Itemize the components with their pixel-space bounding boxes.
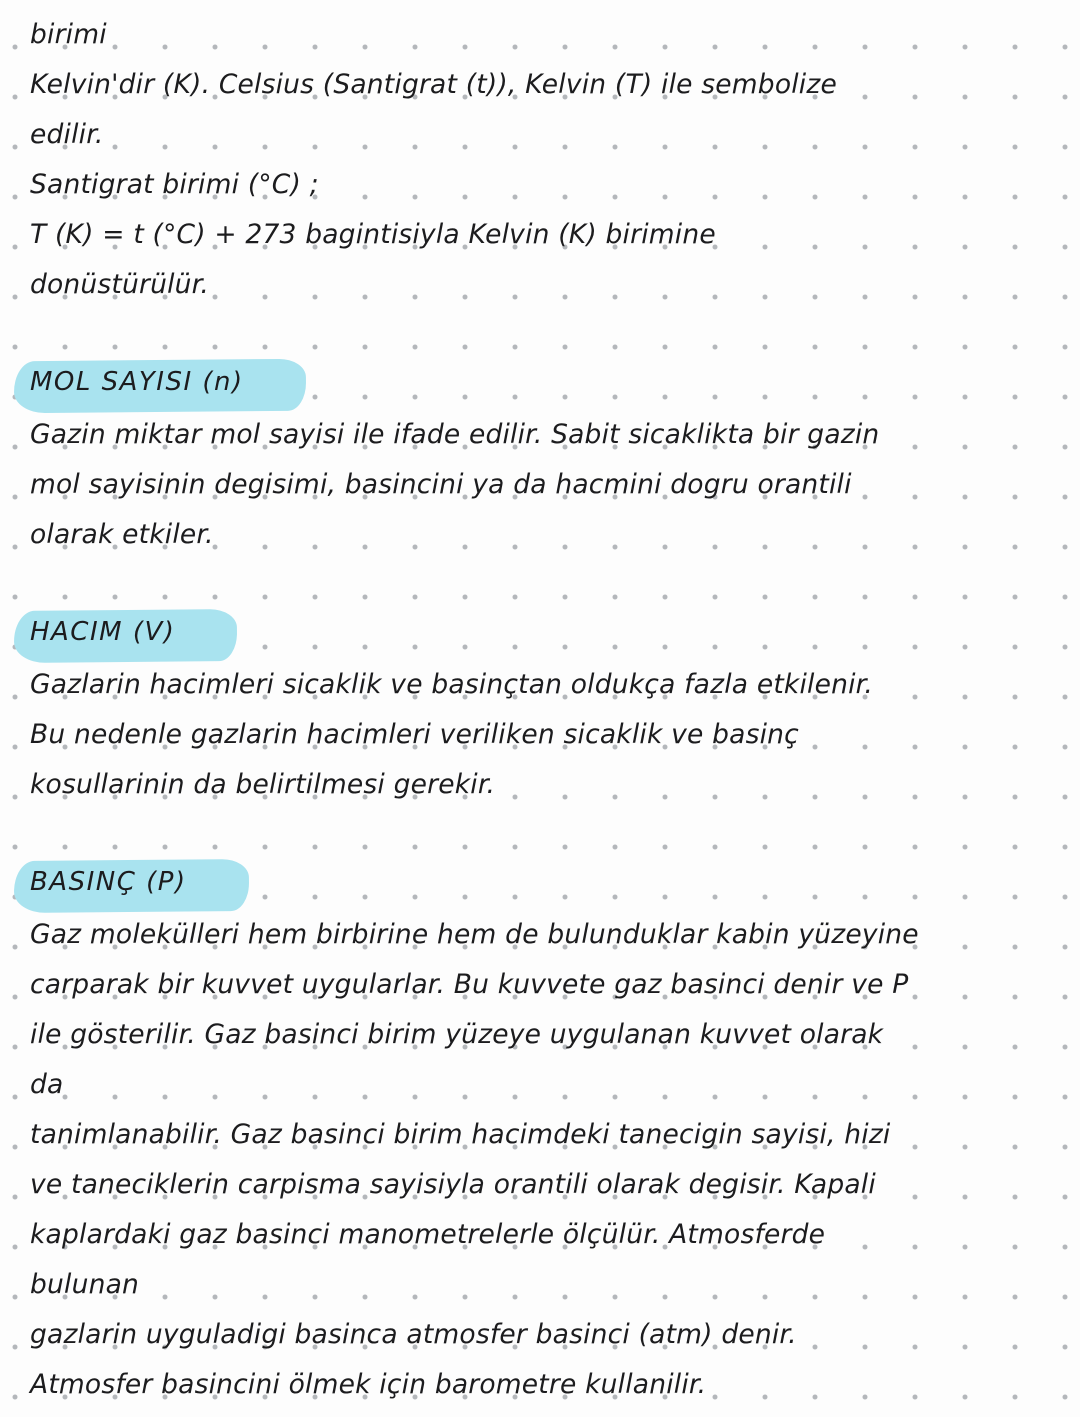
note-line: tanimlanabilir. Gaz basinci birim hacimdeki tanecigin sayisi, hizi [30,1119,891,1150]
note-section-basinc [30,860,1064,1410]
section-heading-line [30,610,1064,660]
note-line: bulunan [30,1269,140,1300]
note-line: Kelvin'dir (K). Celsius (Santigrat (t)), Kelvin (T) ile sembolize [30,69,837,100]
note-line: kosullarinin da belirtilmesi gerekir. [30,769,496,800]
note-line: ve taneciklerin carpisma sayisiyla orantili olarak degisir. Kapali [30,1169,876,1200]
note-line: da [30,1069,64,1100]
note-line: mol sayisinin degisimi, basincini ya da hacmini dogru orantili [30,469,852,500]
highlighter-mark [14,359,306,414]
section-heading-line [30,360,1064,410]
note-line: carparak bir kuvvet uygularlar. Bu kuvvete gaz basinci denir ve P [30,969,909,1000]
note-line: edilir. [30,119,104,150]
note-line: olarak etkiler. [30,519,214,550]
section-heading: BASINÇ (P) [29,867,187,898]
note-line: T (K) = t (°C) + 273 bagintisiyla Kelvin (K) birimine [30,219,716,250]
highlighter-mark [14,609,238,663]
note-line: birimi [30,19,107,50]
highlighter-mark [14,859,249,913]
note-section-mol-sayisi [30,360,1064,560]
section-heading: MOL SAYISI (n) [29,367,244,398]
section-heading: HACIM (V) [29,617,176,648]
note-line: kaplardaki gaz basinci manometrelerle ölçülür. Atmosferde [30,1219,826,1250]
note-line: donüstürülür. [30,269,209,300]
note-line: Atmosfer basincini ölmek için barometre kullanilir. [30,1369,707,1400]
note-line: gazlarin uyguladigi basinca atmosfer basinci (atm) denir. [30,1319,797,1350]
note-line: ile gösterilir. Gaz basinci birim yüzeye uygulanan kuvvet olarak [30,1019,884,1050]
note-line: Santigrat birimi (°C) ; [30,169,319,200]
note-line: Bu nedenle gazlarin hacimleri veriliken sicaklik ve basinç [30,719,799,750]
note-section-hacim [30,610,1064,810]
note-line: Gazlarin hacimleri sicaklik ve basinçtan oldukça fazla etkilenir. [30,669,873,700]
note-line: Gazin miktar mol sayisi ile ifade edilir. Sabit sicaklikta bir gazin [30,419,880,450]
section-heading-line [30,860,1064,910]
note-line: Gaz molekülleri hem birbirine hem de bulunduklar kabin yüzeyine [30,919,919,950]
note-section-temperature [30,10,1064,310]
